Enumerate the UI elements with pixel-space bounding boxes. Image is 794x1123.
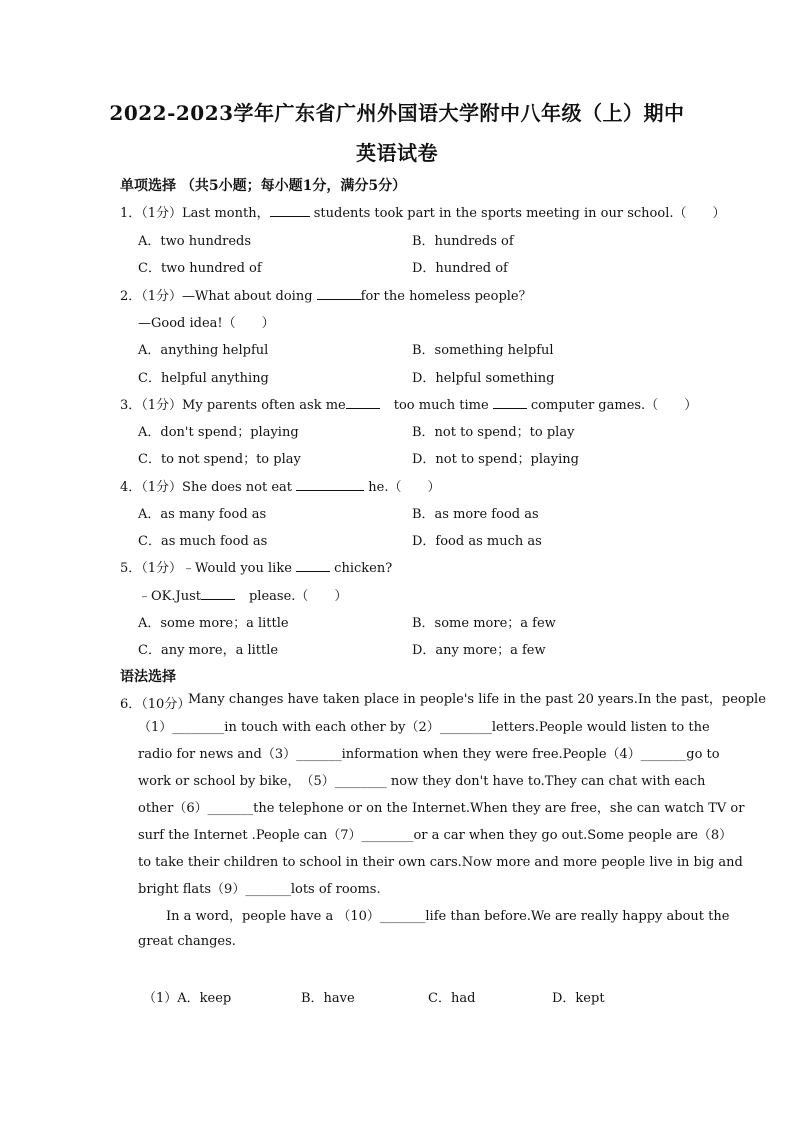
passage-row: （1） ________in touch with each other by（2） ________letters.People would listen to the: [138, 720, 710, 735]
question-number: 3．（1分）: [120, 398, 183, 413]
exam-title-line2: 英语试卷: [356, 141, 438, 165]
question-number: 2．（1分）: [120, 289, 183, 304]
question-5: [120, 557, 392, 576]
option-c[interactable]: C．two hundred of: [138, 261, 262, 276]
option-b[interactable]: B．as more food as: [412, 507, 539, 522]
passage: [138, 714, 745, 903]
question-text: ﹣OK.Just: [138, 589, 201, 604]
option-d[interactable]: D．hundred of: [412, 261, 508, 276]
option-a[interactable]: A．two hundreds: [138, 234, 252, 249]
question-text: please.（ ）: [248, 589, 348, 604]
passage-row: Many changes have taken place in people's life in the past 20 years.In the past，people: [188, 692, 766, 707]
answer-blank: [346, 396, 380, 409]
blank-1-label: （1）A．keep: [143, 991, 232, 1006]
question-text: too much time: [393, 398, 493, 413]
question-text: students took part in the sports meeting in our school.（ ）: [309, 206, 726, 221]
question-5-reply: [138, 585, 347, 604]
option-a[interactable]: A．anything helpful: [138, 343, 269, 358]
option-c[interactable]: C．to not spend；to play: [138, 452, 301, 467]
passage-row: work or school by bike， （5）________ now they don't have to.They can chat with each: [138, 774, 706, 789]
question-text: for the homeless people？: [360, 289, 532, 304]
passage-last-paragraph: [166, 903, 730, 930]
passage-row: other（6）_______the telephone or on the Internet.When they are free，she can watch TV or: [138, 801, 745, 816]
passage-row: In a word，people have a （10） _______life than before.We are really happy about the: [166, 909, 730, 924]
question-3: [120, 394, 697, 413]
question-4: [120, 476, 441, 495]
option-b[interactable]: B．some more；a few: [412, 616, 556, 631]
passage-row: great changes.: [138, 934, 236, 949]
option-c[interactable]: C．as much food as: [138, 534, 268, 549]
passage-row: radio for news and（3） _______information when they were free.People（4） _______go to: [138, 747, 720, 762]
answer-blank: [296, 478, 364, 491]
question-text: chicken?: [330, 561, 393, 576]
option-b[interactable]: B．hundreds of: [412, 234, 514, 249]
exam-title-line1: 2022-2023学年广东省广州外国语大学附中八年级（上）期中: [109, 101, 685, 125]
option-c[interactable]: C．had: [428, 991, 476, 1006]
answer-blank: [296, 559, 330, 572]
option-d[interactable]: D．any more；a few: [412, 643, 546, 658]
question-1: [120, 202, 726, 221]
question-number: 4．（1分）: [120, 480, 183, 495]
answer-blank: [493, 396, 527, 409]
question-number: 5．（1分）: [120, 561, 183, 576]
option-d[interactable]: D．helpful something: [412, 371, 555, 386]
answer-blank: [317, 287, 361, 300]
passage-row: to take their children to school in their own cars.Now more and more people live in big and: [138, 855, 743, 870]
passage-first-row: [188, 686, 766, 713]
question-2-reply: —Good idea!（ ）: [138, 316, 275, 331]
option-c[interactable]: C．helpful anything: [138, 371, 269, 386]
option-b[interactable]: B．something helpful: [412, 343, 554, 358]
option-a[interactable]: A．don't spend；playing: [138, 425, 299, 440]
option-d[interactable]: D．food as much as: [412, 534, 542, 549]
section-heading-single-choice: 单项选择 （共5小题；每小题1分，满分5分）: [120, 178, 407, 194]
question-6-number: 6．（10分）: [120, 697, 191, 712]
option-a[interactable]: A．as many food as: [138, 507, 267, 522]
question-number: 1．（1分）: [120, 206, 183, 221]
option-b[interactable]: B．have: [301, 991, 355, 1006]
question-text: She does not eat: [182, 480, 297, 495]
passage-row: bright flats（9）_______lots of rooms.: [138, 882, 381, 897]
option-d[interactable]: D．kept: [552, 991, 605, 1006]
option-d[interactable]: D．not to spend；playing: [412, 452, 579, 467]
question-2: [120, 285, 532, 304]
question-text: —What about doing: [182, 289, 317, 304]
option-a[interactable]: A．keep: [177, 991, 232, 1006]
option-b[interactable]: B．not to spend；to play: [412, 425, 575, 440]
passage-row: surf the Internet .People can（7）________or a car when they go out.Some people are（8）: [138, 828, 733, 843]
option-a[interactable]: A．some more；a little: [138, 616, 289, 631]
option-c[interactable]: C．any more，a little: [138, 643, 279, 658]
answer-blank: [270, 204, 310, 217]
question-text: he.（ ）: [364, 480, 441, 495]
question-text: Last month，: [182, 206, 270, 221]
question-text: ﹣Would you like: [182, 561, 297, 576]
question-text: My parents often ask me: [182, 398, 346, 413]
answer-blank: [201, 587, 235, 600]
question-text: computer games.（ ）: [526, 398, 698, 413]
section-heading-grammar: 语法选择: [120, 669, 176, 685]
